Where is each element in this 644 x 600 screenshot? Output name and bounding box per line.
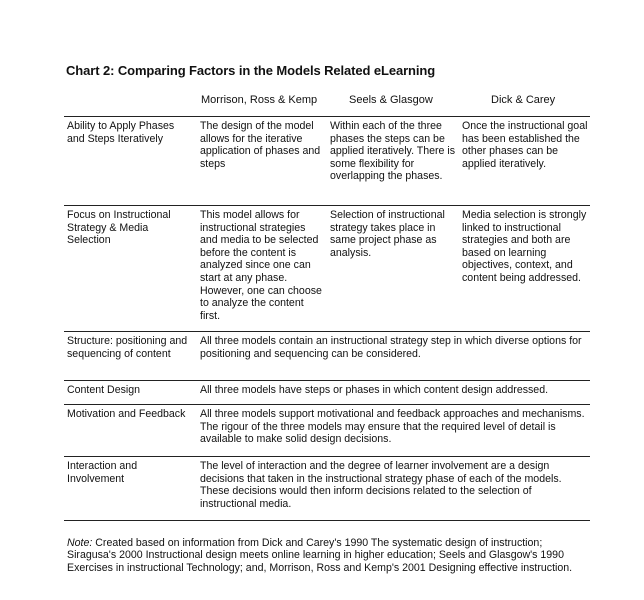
- row-factor: Content Design: [67, 384, 141, 396]
- cell-seels: Selection of instructional strategy takes place in same project phase as analysis.: [330, 209, 445, 259]
- column-header-dick-carey: Dick & Carey: [491, 94, 556, 106]
- cell-all-models: All three models support motivational and feedback approaches and mechanisms. The rigour of the three models may ensure that the required level of detail is available to make solid design decisions.: [200, 408, 585, 446]
- column-header-morrison-ross-kemp: Morrison, Ross & Kemp: [201, 94, 318, 106]
- table-row-motivation: [64, 404, 590, 458]
- row-factor: Focus on Instructional Strategy & Media Selection: [67, 209, 171, 247]
- cell-seels: Within each of the three phases the steps can be applied iteratively. There is some flexibility for overlapping the phases.: [330, 120, 456, 183]
- cell-dick: Once the instructional goal has been established the other phases can be applied iteratively.: [462, 120, 588, 170]
- cell-all-models: All three models have steps or phases in which content design addressed.: [200, 384, 549, 396]
- row-factor: Interaction and Involvement: [67, 460, 138, 485]
- column-header-seels-glasgow: Seels & Glasgow: [349, 94, 433, 106]
- table-row-structure: [64, 331, 590, 382]
- chart-title: Chart 2: Comparing Factors in the Models Related eLearning: [66, 63, 436, 78]
- row-factor: Ability to Apply Phases and Steps Iteratively: [67, 120, 175, 145]
- cell-morrison: This model allows for instructional strategies and media to be selected before the content is analyzed since one can start at any phase. However, one can choose to analyze the content first.: [200, 209, 322, 322]
- footnote: [67, 537, 589, 574]
- cell-all-models: The level of interaction and the degree of learner involvement are a design decisions that taken in the instructional strategy phase of each of the models. These decisions would then inform decisions related to the selection of instructional media.: [200, 460, 562, 510]
- table-row-interaction: [64, 456, 590, 521]
- cell-morrison: The design of the model allows for the iterative application of phases and steps: [200, 120, 321, 170]
- row-factor: Motivation and Feedback: [67, 408, 186, 420]
- row-factor: Structure: positioning and sequencing of content: [67, 335, 188, 360]
- cell-all-models: All three models contain an instructional strategy step in which diverse options for positioning and sequencing can be considered.: [200, 335, 582, 360]
- footnote-label: Note:: [67, 537, 93, 549]
- cell-dick: Media selection is strongly linked to instructional strategies and both are based on learning objectives, context, and content being addressed.: [462, 209, 587, 284]
- table-row-strategy-media: [64, 205, 590, 333]
- table-row-content-design: [64, 380, 590, 406]
- footnote-text: Created based on information from Dick and Carey's 1990 The systematic design of instruction; Siragusa's 2000 Instructional design meets online learning in higher education; Seels and Glasgow's 1990 Exercises in instructional Technology; and, Morrison, Ross and Kemp's 2001 Designing effective instruction.: [67, 537, 573, 574]
- table-row-iterative: [64, 116, 590, 207]
